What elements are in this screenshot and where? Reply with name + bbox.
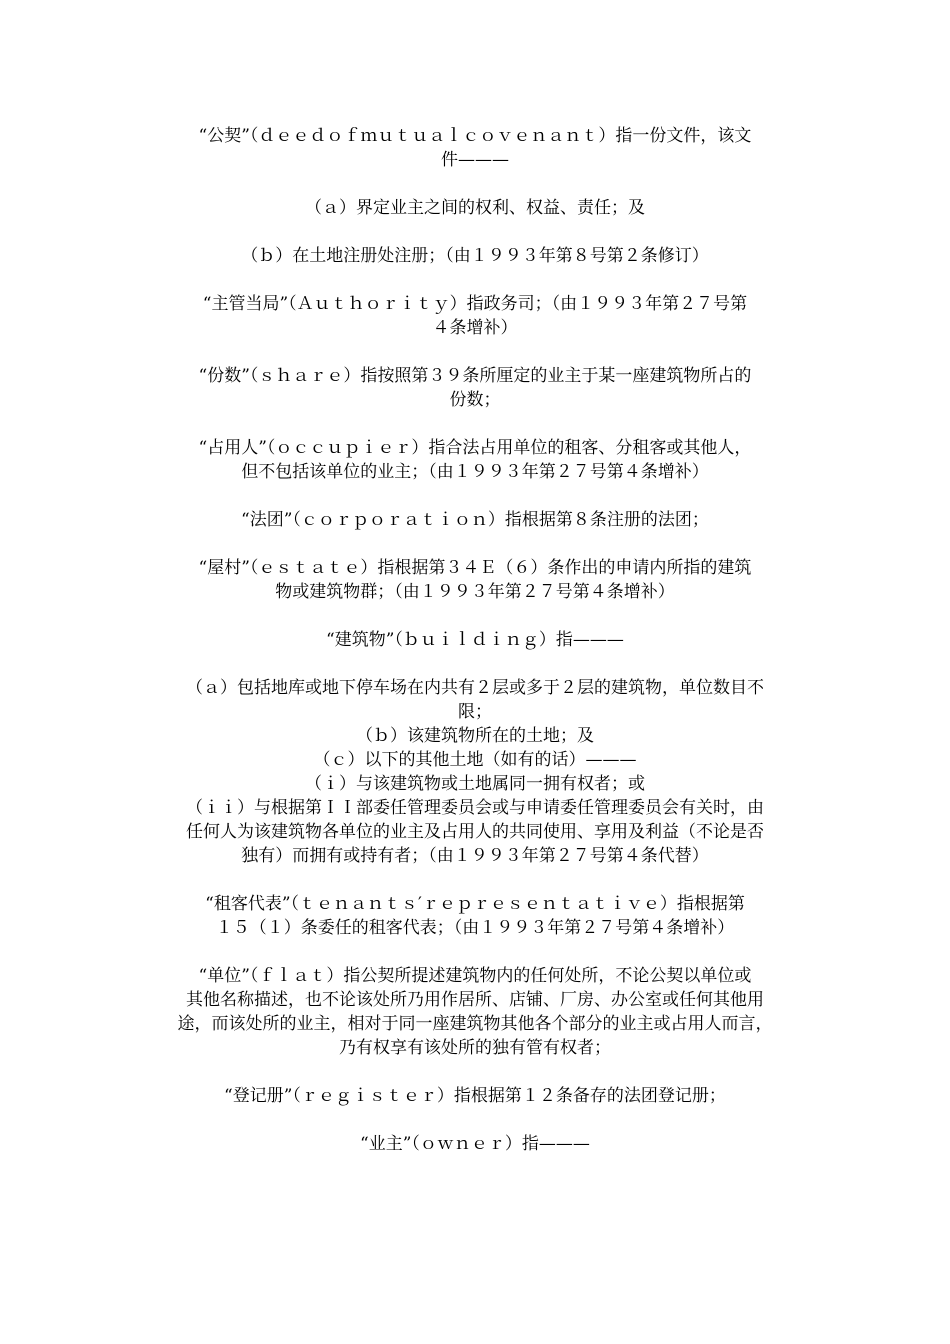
- paragraph-gap: [145, 604, 805, 628]
- paragraph-gap: [145, 268, 805, 292]
- text-line: “租客代表”（ｔｅｎａｎｔｓ′ｒｅｐｒｅｓｅｎｔａｔｉｖｅ）指根据第: [205, 894, 745, 914]
- paragraph-gap: [145, 484, 805, 508]
- text-line: “占用人”（ｏｃｃｕｐｉｅｒ）指合法占用单位的租客、分租客或其他人，: [198, 438, 752, 458]
- text-line: “单位”（ｆｌａｔ）指公契所提述建筑物内的任何处所，不论公契以单位或: [198, 966, 752, 986]
- text-line: “公契”（ｄｅｅｄｏｆｍｕｔｕａｌｃｏｖｅｎａｎｔ）指一份文件，该文: [198, 126, 752, 146]
- paragraph-gap: [145, 940, 805, 964]
- paragraph-gap: [145, 652, 805, 676]
- text-line: １５（１）条委任的租客代表；（由１９９３年第２７号第４条增补）: [215, 918, 735, 938]
- text-line: 任何人为该建筑物各单位的业主及占用人的共同使用、享用及利益（不论是否: [186, 822, 764, 842]
- text-line: “建筑物”（ｂｕｉｌｄｉｎｇ）指———: [326, 630, 624, 650]
- text-line: 独有）而拥有或持有者；（由１９９３年第２７号第４条代替）: [241, 846, 709, 866]
- text-line: （ｂ）在土地注册处注册；（由１９９３年第８号第２条修订）: [241, 246, 709, 266]
- text-line: （ｂ）该建筑物所在的土地；及: [356, 726, 594, 746]
- paragraph-gap: [145, 1108, 805, 1132]
- text-line: 其他名称描述，也不论该处所乃用作居所、店铺、厂房、办公室或任何其他用: [186, 990, 764, 1010]
- paragraph-gap: [145, 340, 805, 364]
- text-line: （ａ）包括地库或地下停车场在内共有２层或多于２层的建筑物，单位数目不: [186, 678, 764, 698]
- paragraph-gap: [145, 532, 805, 556]
- text-line: 限；: [458, 702, 492, 722]
- paragraph-gap: [145, 412, 805, 436]
- text-line: ４条增补）: [432, 318, 518, 338]
- paragraph-gap: [145, 868, 805, 892]
- text-line: “屋村”（ｅｓｔａｔｅ）指根据第３４Ｅ（６）条作出的申请内所指的建筑: [198, 558, 752, 578]
- text-line: “份数”（ｓｈａｒｅ）指按照第３９条所厘定的业主于某一座建筑物所占的: [198, 366, 752, 386]
- text-line: “法团”（ｃｏｒｐｏｒａｔｉｏｎ）指根据第８条注册的法团；: [241, 510, 709, 530]
- text-line: 物或建筑物群；（由１９９３年第２７号第４条增补）: [275, 582, 675, 602]
- text-line: “主管当局”（Ａｕｔｈｏｒｉｔｙ）指政务司；（由１９９３年第２７号第: [202, 294, 748, 314]
- text-line: “业主”（ｏｗｎｅｒ）指———: [360, 1134, 590, 1154]
- text-line: 途，而该处所的业主，相对于同一座建筑物其他各个部分的业主或占用人而言，: [177, 1014, 773, 1034]
- paragraph-gap: [145, 172, 805, 196]
- text-line: 但不包括该单位的业主；（由１９９３年第２７号第４条增补）: [241, 462, 709, 482]
- text-line: 乃有权享有该处所的独有管有权者；: [339, 1038, 611, 1058]
- text-line: （ｉ）与该建筑物或土地属同一拥有权者；或: [305, 774, 645, 794]
- text-line: “登记册”（ｒｅｇｉｓｔｅｒ）指根据第１２条备存的法团登记册；: [224, 1086, 726, 1106]
- document-page: [145, 124, 805, 1156]
- text-line: （ｉｉ）与根据第ＩＩ部委任管理委员会或与申请委任管理委员会有关时，由: [186, 798, 764, 818]
- text-line: （ａ）界定业主之间的权利、权益、责任；及: [305, 198, 645, 218]
- text-line: 份数；: [449, 390, 501, 410]
- paragraph-gap: [145, 220, 805, 244]
- text-line: （ｃ）以下的其他土地（如有的话）———: [313, 750, 637, 770]
- text-line: 件———: [441, 150, 509, 170]
- paragraph-gap: [145, 1060, 805, 1084]
